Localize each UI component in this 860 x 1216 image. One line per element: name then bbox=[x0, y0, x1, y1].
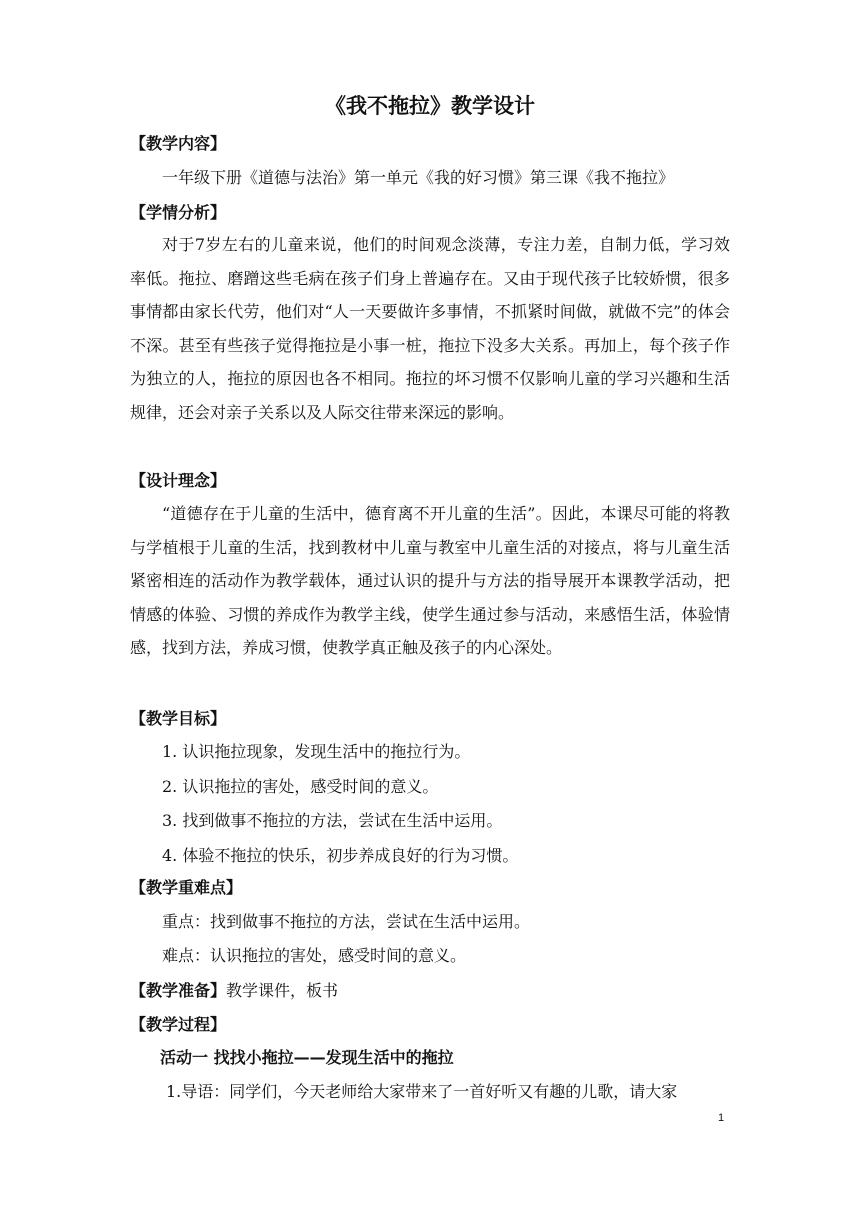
page-number: 1 bbox=[718, 1112, 725, 1124]
difficult-point-text: 难点：认识拖拉的害处，感受时间的意义。 bbox=[162, 946, 467, 965]
heading-teaching-goals: 【教学目标】 bbox=[130, 709, 227, 728]
teaching-prep-text: 教学课件，板书 bbox=[226, 981, 339, 1000]
heading-student-analysis: 【学情分析】 bbox=[130, 203, 227, 222]
goal-item: 1. 认识拖拉现象，发现生活中的拖拉行为。 bbox=[162, 742, 471, 761]
teaching-prep-line bbox=[130, 981, 338, 1001]
heading-teaching-prep: 【教学准备】 bbox=[130, 981, 227, 1000]
student-analysis-paragraph: 对于7岁左右的儿童来说，他们的时间观念淡薄，专注力差，自制力低，学习效率低。拖拉、磨蹭这些毛病在孩子们身上普遍存在。又由于现代孩子比较娇惯，很多事情都由家长代劳，他们对“人一天要做许多事情，不抓紧时间做，就做不完”的体会不深。甚至有些孩子觉得拖拉是小事一桩，拖拉下没多大关系。再加上，每个孩子作为独立的人，拖拉的原因也各不相同。拖拉的坏习惯不仅影响儿童的学习兴趣和生活规律，还会对亲子关系以及人际交往带来深远的影响。 bbox=[130, 235, 730, 422]
activity-one-title: 活动一 找找小拖拉——发现生活中的拖拉 bbox=[160, 1048, 454, 1067]
goal-item: 3. 找到做事不拖拉的方法，尝试在生活中运用。 bbox=[162, 811, 503, 830]
teaching-content-text: 一年级下册《道德与法治》第一单元《我的好习惯》第三课《我不拖拉》 bbox=[162, 168, 675, 187]
goal-item: 4. 体验不拖拉的快乐，初步养成良好的行为习惯。 bbox=[162, 846, 519, 865]
goal-item: 2. 认识拖拉的害处，感受时间的意义。 bbox=[162, 777, 439, 796]
heading-key-difficult-points: 【教学重难点】 bbox=[130, 878, 243, 897]
document-title: 《我不拖拉》教学设计 bbox=[325, 94, 535, 118]
heading-design-concept: 【设计理念】 bbox=[130, 471, 227, 490]
design-concept-paragraph: “道德存在于儿童的生活中，德育离不开儿童的生活”。因此，本课尽可能的将教与学植根于儿童的生活，找到教材中儿童与教室中儿童生活的对接点，将与儿童生活紧密相连的活动作为教学载体，通过认识的提升与方法的指导展开本课教学活动，把情感的体验、习惯的养成作为教学主线，使学生通过参与活动，来感悟生活，体验情感，找到方法，养成习惯，使教学真正触及孩子的内心深处。 bbox=[130, 504, 730, 657]
process-step-1: 1.导语：同学们，今天老师给大家带来了一首好听又有趣的儿歌，请大家 bbox=[166, 1082, 678, 1101]
key-point-text: 重点：找到做事不拖拉的方法，尝试在生活中运用。 bbox=[162, 912, 531, 931]
heading-teaching-process: 【教学过程】 bbox=[130, 1015, 227, 1034]
heading-teaching-content: 【教学内容】 bbox=[130, 134, 227, 153]
